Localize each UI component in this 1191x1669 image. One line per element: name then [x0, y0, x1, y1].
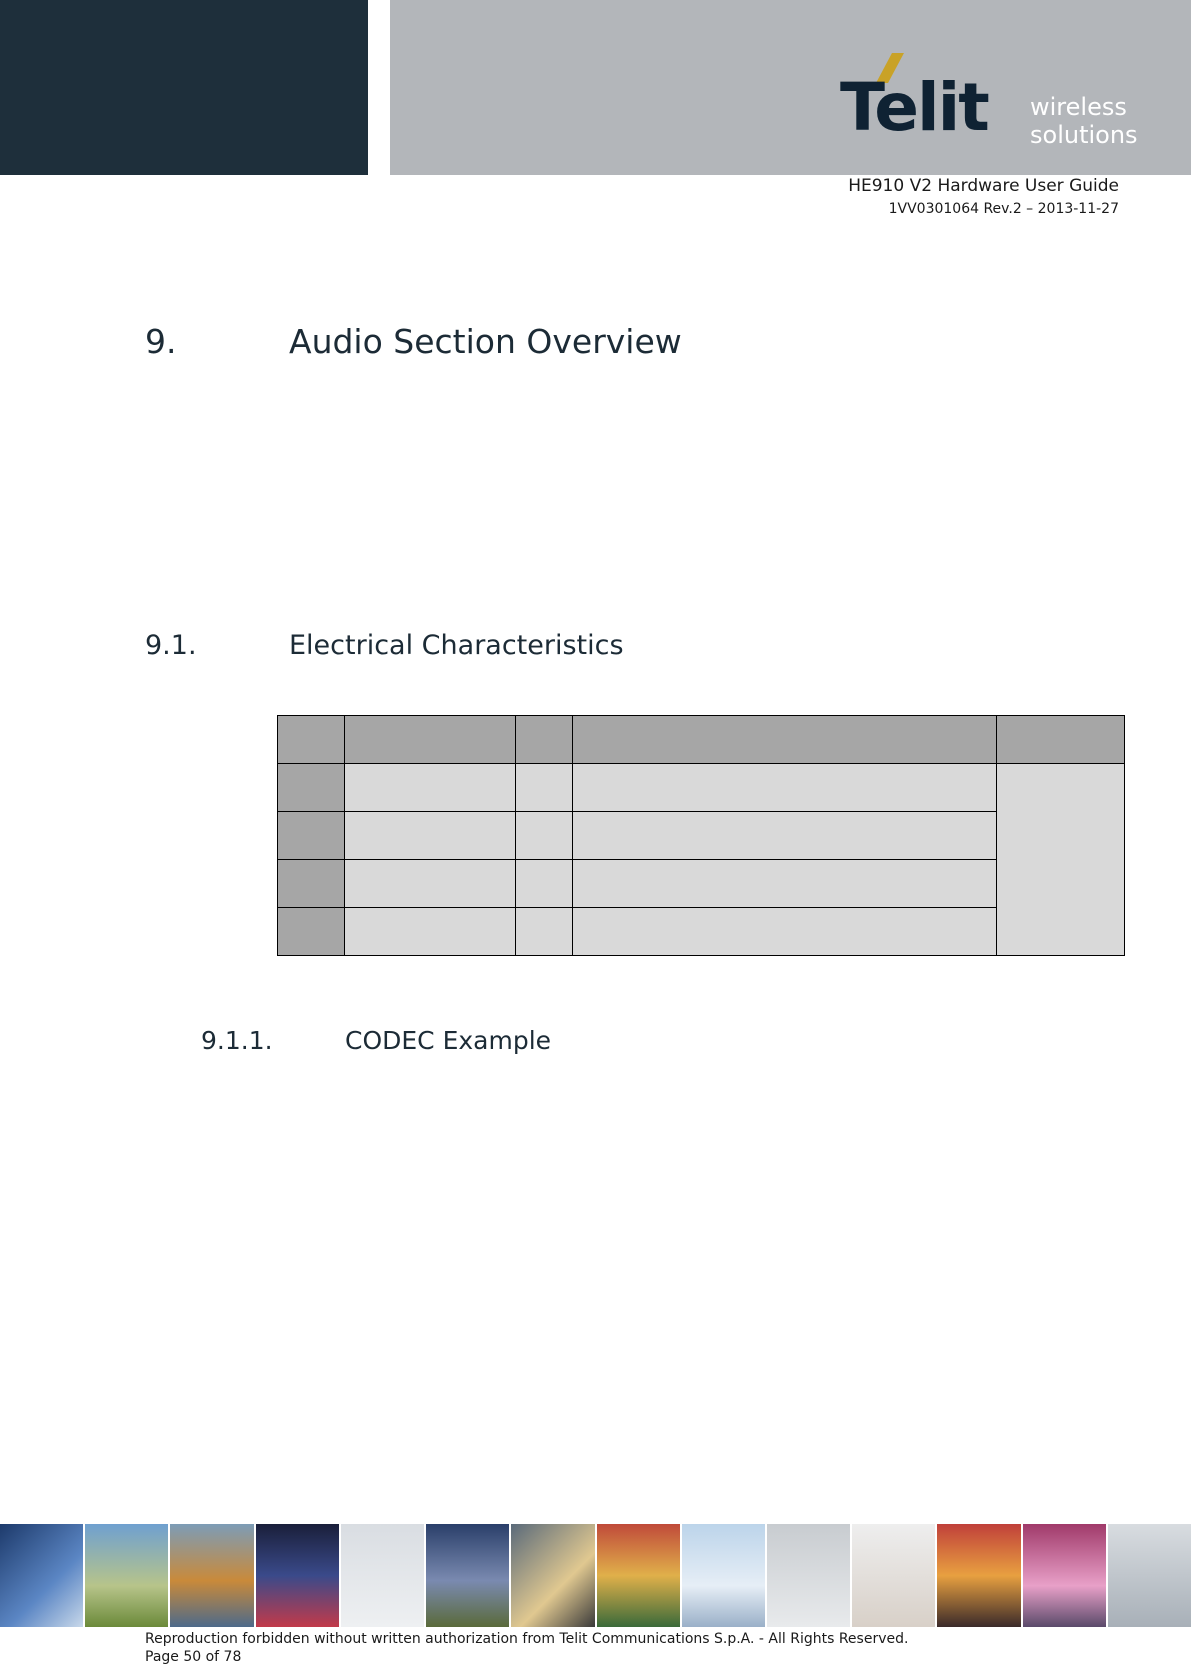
table-header-row	[278, 716, 1125, 764]
table-cell	[278, 860, 345, 908]
table-cell	[278, 908, 345, 956]
section-number: 9.1.1.	[201, 1026, 273, 1055]
section-heading-9-1-1	[201, 1026, 801, 1060]
footer-photo	[1023, 1524, 1106, 1627]
footer-photo	[597, 1524, 680, 1627]
table-cell	[516, 764, 573, 812]
logo-wordmark: Telit	[840, 69, 988, 146]
section-title: Electrical Characteristics	[289, 630, 624, 661]
table-header-cell	[573, 716, 997, 764]
table-row	[278, 764, 1125, 812]
table-cell	[345, 860, 516, 908]
table-cell	[345, 812, 516, 860]
footer-photo	[852, 1524, 935, 1627]
table-cell	[573, 812, 997, 860]
footer-text	[145, 1630, 908, 1666]
copyright-notice: Reproduction forbidden without written authorization from Telit Communications S.p.A. - All Rights Reserved.	[145, 1631, 909, 1647]
table-cell	[278, 764, 345, 812]
table-cell	[516, 860, 573, 908]
header-dark-block	[0, 0, 368, 175]
section-title: Audio Section Overview	[289, 322, 682, 361]
table-cell	[573, 860, 997, 908]
section-number: 9.	[145, 322, 177, 361]
section-heading-9	[145, 322, 845, 366]
page-number: Page 50 of 78	[145, 1649, 242, 1665]
footer-photo	[0, 1524, 83, 1627]
table-cell	[278, 812, 345, 860]
document-title: HE910 V2 Hardware User Guide	[848, 176, 1119, 196]
table-cell	[345, 908, 516, 956]
section-heading-9-1	[145, 630, 845, 666]
table-header-cell	[278, 716, 345, 764]
footer-photo	[256, 1524, 339, 1627]
section-number: 9.1.	[145, 630, 197, 661]
footer-photo	[170, 1524, 253, 1627]
table-cell	[345, 764, 516, 812]
footer-photo	[85, 1524, 168, 1627]
footer-photo	[341, 1524, 424, 1627]
table-cell-merged	[997, 764, 1125, 956]
footer-photo	[937, 1524, 1020, 1627]
telit-logo	[840, 45, 1170, 155]
table-cell	[573, 764, 997, 812]
table-header-cell	[516, 716, 573, 764]
logo-tagline: wireless solutions	[1030, 93, 1138, 149]
table-cell	[516, 812, 573, 860]
footer-photo	[682, 1524, 765, 1627]
table-cell	[573, 908, 997, 956]
footer-photo	[426, 1524, 509, 1627]
table-cell	[516, 908, 573, 956]
footer-image-strip	[0, 1524, 1191, 1627]
footer-photo	[767, 1524, 850, 1627]
footer-photo	[1108, 1524, 1191, 1627]
table-header-cell	[997, 716, 1125, 764]
document-reference: 1VV0301064 Rev.2 – 2013-11-27	[888, 201, 1119, 217]
electrical-characteristics-table	[277, 715, 1125, 956]
footer-photo	[511, 1524, 594, 1627]
section-title: CODEC Example	[345, 1026, 552, 1055]
table-header-cell	[345, 716, 516, 764]
